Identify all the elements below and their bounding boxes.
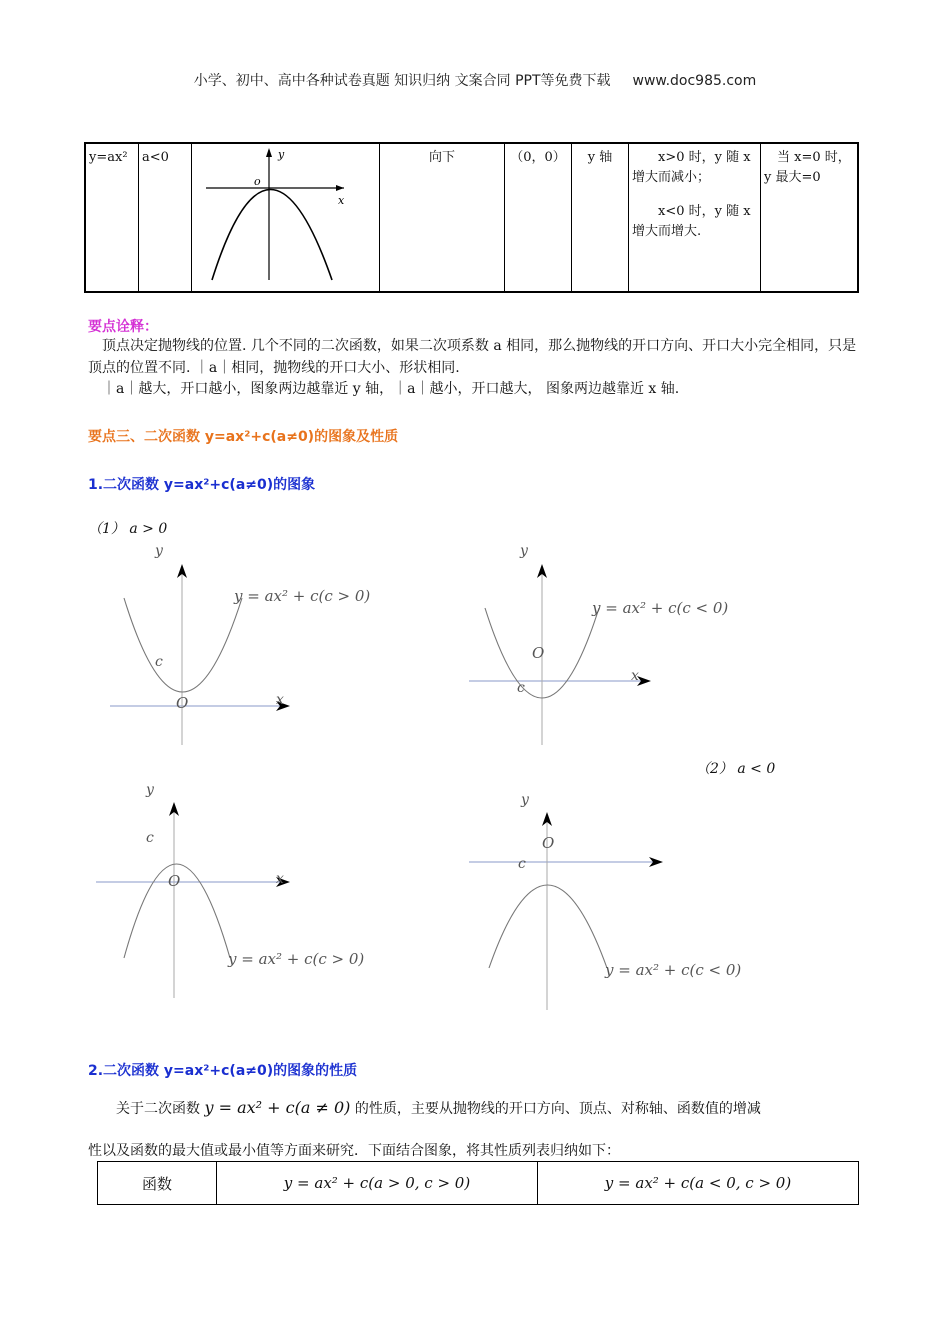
cell-graph [192, 143, 380, 292]
note-title: 要点诠释： [88, 319, 158, 335]
g1-o-label: O [176, 694, 189, 712]
g2-c-label: c [517, 680, 525, 696]
header-text: 小学、初中、高中各种试卷真题 知识归纳 文案合同 PPT等免费下载 [193, 73, 611, 89]
g4-y-label: y [521, 792, 529, 808]
intro-paragraph [88, 1097, 878, 1120]
g4-equation: y = ax² + c(c < 0) [605, 961, 742, 979]
g2-equation: y = ax² + c(c < 0) [592, 599, 729, 617]
g2-o-label: O [532, 644, 545, 662]
properties-table-bottom [97, 1161, 859, 1205]
graph-4-downward-c-negative [465, 790, 755, 1015]
graph-label-y: y [278, 148, 285, 161]
mono-1: x>0 时，y 随 x 增大而减小； [632, 150, 751, 185]
g4-o-label: O [542, 834, 555, 852]
intro-formula: y = ax² + c(a ≠ 0) [204, 1098, 351, 1117]
g3-o-label: O [168, 872, 181, 890]
case-a-positive: （1） a > 0 [88, 521, 168, 537]
mono-2: x<0 时，y 随 x 增大而增大. [632, 204, 751, 239]
cell-func: y=ax² [85, 143, 139, 292]
g1-c-label: c [155, 654, 163, 670]
graph-1-upward-c-positive [100, 540, 390, 750]
graph-3-downward-c-positive [90, 780, 390, 1005]
cell-direction: 向下 [380, 143, 505, 292]
section-3-title: 要点三、二次函数 y=ax²+c(a≠0)的图象及性质 [88, 429, 399, 445]
g3-x-label: x [276, 871, 284, 887]
g2-x-label: x [631, 668, 639, 684]
g2-y-label: y [520, 543, 528, 559]
g3-y-label: y [146, 782, 154, 798]
case-a-negative: （2） a < 0 [696, 761, 776, 777]
page-header [0, 70, 950, 90]
cell-axis: y 轴 [572, 143, 629, 292]
graph-2-upward-c-negative [465, 540, 755, 750]
properties-table-top [84, 142, 859, 293]
g3-c-label: c [146, 830, 154, 846]
t2-header-a-positive: y = ax² + c(a > 0, c > 0) [217, 1162, 538, 1205]
t2-header-func: 函数 [98, 1162, 217, 1205]
intro-line-2: 性以及函数的最大值或最小值等方面来研究．下面结合图象，将其性质列表归纳如下： [88, 1143, 620, 1159]
t2-header-a-negative: y = ax² + c(a < 0, c > 0) [538, 1162, 859, 1205]
note-paragraph-1: 顶点决定抛物线的位置. 几个不同的二次函数，如果二次项系数 a 相同，那么抛物线的开口方向、开口大小完全相同，只是顶点的位置不同. ｜a｜相同，抛物线的开口大小、形状相同. [88, 338, 857, 376]
g1-x-label: x [276, 692, 284, 708]
note-paragraph-2: ｜a｜越大，开口越小，图象两边越靠近 y 轴，｜a｜越小，开口越大， 图象两边越靠近 x 轴. [102, 381, 680, 397]
cell-vertex: （0，0） [505, 143, 572, 292]
intro-post: 的性质，主要从抛物线的开口方向、顶点、对称轴、函数值的增减 [354, 1101, 761, 1117]
cell-monotonic [629, 143, 761, 292]
g1-equation: y = ax² + c(c > 0) [234, 587, 371, 605]
g3-equation: y = ax² + c(c > 0) [228, 950, 365, 968]
g4-c-label: c [518, 856, 526, 872]
subsection-2-title: 2.二次函数 y=ax²+c(a≠0)的图象的性质 [88, 1063, 358, 1079]
graph-label-x: x [338, 194, 345, 207]
graph-downward-parabola [192, 144, 379, 284]
subsection-1-title: 1.二次函数 y=ax²+c(a≠0)的图象 [88, 477, 316, 493]
cell-cond: a<0 [139, 143, 192, 292]
cell-extreme: 当 x=0 时，y 最大=0 [761, 143, 859, 292]
header-url[interactable]: www.doc985.com [632, 73, 757, 89]
graph-label-o: o [254, 175, 261, 188]
g1-y-label: y [155, 543, 163, 559]
intro-pre: 关于二次函数 [116, 1101, 200, 1117]
